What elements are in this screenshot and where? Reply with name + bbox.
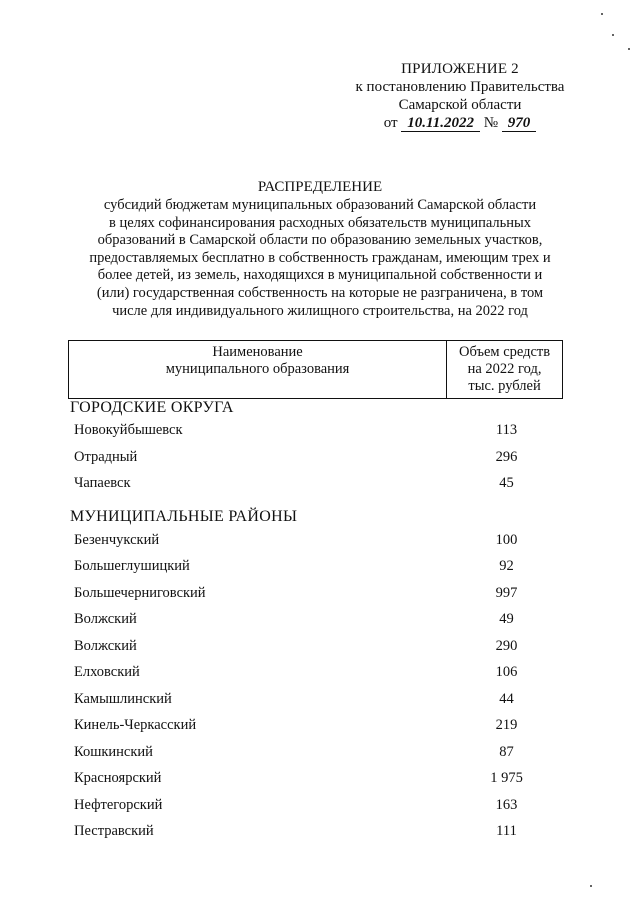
table-row: [68, 797, 563, 824]
scan-speck: [590, 885, 592, 887]
appendix-date-line: [330, 114, 590, 132]
municipality-name: Чапаевск: [74, 475, 131, 491]
table-row: [68, 691, 563, 718]
municipality-name: Большечерниговский: [74, 584, 206, 601]
municipality-name: Красноярский: [74, 770, 162, 786]
municipality-name: Новокуйбышевск: [74, 422, 183, 438]
amount-value: 111: [496, 823, 517, 839]
table-row: [68, 558, 563, 585]
date-prefix: от: [383, 115, 398, 131]
municipality-name: Большеглушицкий: [74, 558, 190, 574]
table-row: [68, 744, 563, 771]
table-row: [68, 717, 563, 744]
table-row: [68, 532, 563, 559]
distribution-table-body: [68, 394, 563, 850]
header-name-cell: [69, 341, 447, 399]
table-row: [68, 638, 563, 665]
amount-value: 997: [495, 584, 518, 601]
municipality-name: Нефтегорский: [74, 796, 163, 813]
subtitle-line: образований в Самарской области по образованию земельных участков,: [97, 232, 543, 249]
amount-value: 219: [495, 717, 518, 733]
header-amount-line: на 2022 год,: [467, 361, 542, 377]
amount-value: 100: [495, 531, 518, 548]
document-title: РАСПРЕДЕЛЕНИЕ: [257, 179, 383, 195]
header-amount-line: тыс. рублей: [468, 378, 541, 394]
header-name-line: Наименование: [212, 344, 303, 360]
subtitle-line: в целях софинансирования расходных обязательств муниципальных: [108, 214, 532, 231]
amount-value: 49: [499, 611, 514, 627]
municipality-name: Отрадный: [74, 448, 138, 465]
distribution-table-header: [68, 340, 563, 399]
subtitle-line: субсидий бюджетам муниципальных образований Самарской области: [103, 197, 537, 213]
municipality-name: Елховский: [74, 664, 140, 680]
amount-value: 92: [499, 558, 514, 574]
amount-value: 163: [495, 796, 518, 813]
header-amount-cell: [447, 341, 563, 399]
scan-speck: [628, 48, 630, 50]
table-row: [68, 585, 563, 612]
municipality-name: Безенчукский: [74, 531, 160, 548]
amount-value: 1 975: [490, 770, 523, 786]
municipality-name: Волжский: [74, 637, 137, 654]
table-row: [68, 611, 563, 638]
appendix-heading: ПРИЛОЖЕНИЕ 2: [401, 61, 519, 77]
number-prefix: №: [483, 115, 499, 131]
table-row: [68, 475, 563, 502]
municipality-name: Волжский: [74, 611, 137, 627]
amount-value: 296: [495, 448, 518, 465]
table-row: [68, 823, 563, 850]
amount-value: 45: [499, 475, 514, 491]
table-row: [68, 664, 563, 691]
subtitle-line: числе для индивидуального жилищного строительства, на 2022 год: [112, 302, 528, 319]
municipality-name: Камышлинский: [74, 690, 172, 707]
date-value: 10.11.2022: [401, 115, 480, 132]
table-row: [68, 449, 563, 476]
section-title: МУНИЦИПАЛЬНЫЕ РАЙОНЫ: [70, 507, 298, 525]
municipality-name: Кошкинский: [74, 743, 153, 760]
amount-value: 290: [495, 637, 518, 654]
subtitle-line: предоставляемых бесплатно в собственность гражданам, имеющим трех и: [89, 249, 551, 266]
header-name-line: муниципального образования: [165, 361, 350, 377]
subtitle-line: более детей, из земель, находящихся в муниципальной собственности и: [97, 267, 543, 284]
amount-value: 44: [499, 690, 514, 707]
appendix-block: [330, 60, 590, 132]
scan-speck: [601, 13, 603, 15]
scan-speck: [612, 34, 614, 36]
table-row: [68, 770, 563, 797]
section-title: ГОРОДСКИЕ ОКРУГА: [70, 399, 234, 416]
municipality-name: Пестравский: [74, 823, 154, 839]
header-amount-line: Объем средств: [458, 344, 551, 360]
amount-value: 106: [495, 664, 518, 680]
appendix-line-1: к постановлению Правительства: [355, 79, 565, 95]
subtitle-line: (или) государственная собственность на которые не разграничена, в том: [96, 284, 544, 301]
number-value: 970: [502, 115, 537, 132]
municipality-name: Кинель-Черкасский: [74, 717, 197, 733]
amount-value: 87: [499, 743, 514, 760]
table-row: [68, 422, 563, 449]
amount-value: 113: [495, 422, 518, 438]
title-block: [60, 178, 580, 320]
appendix-line-2: Самарской области: [398, 97, 522, 113]
